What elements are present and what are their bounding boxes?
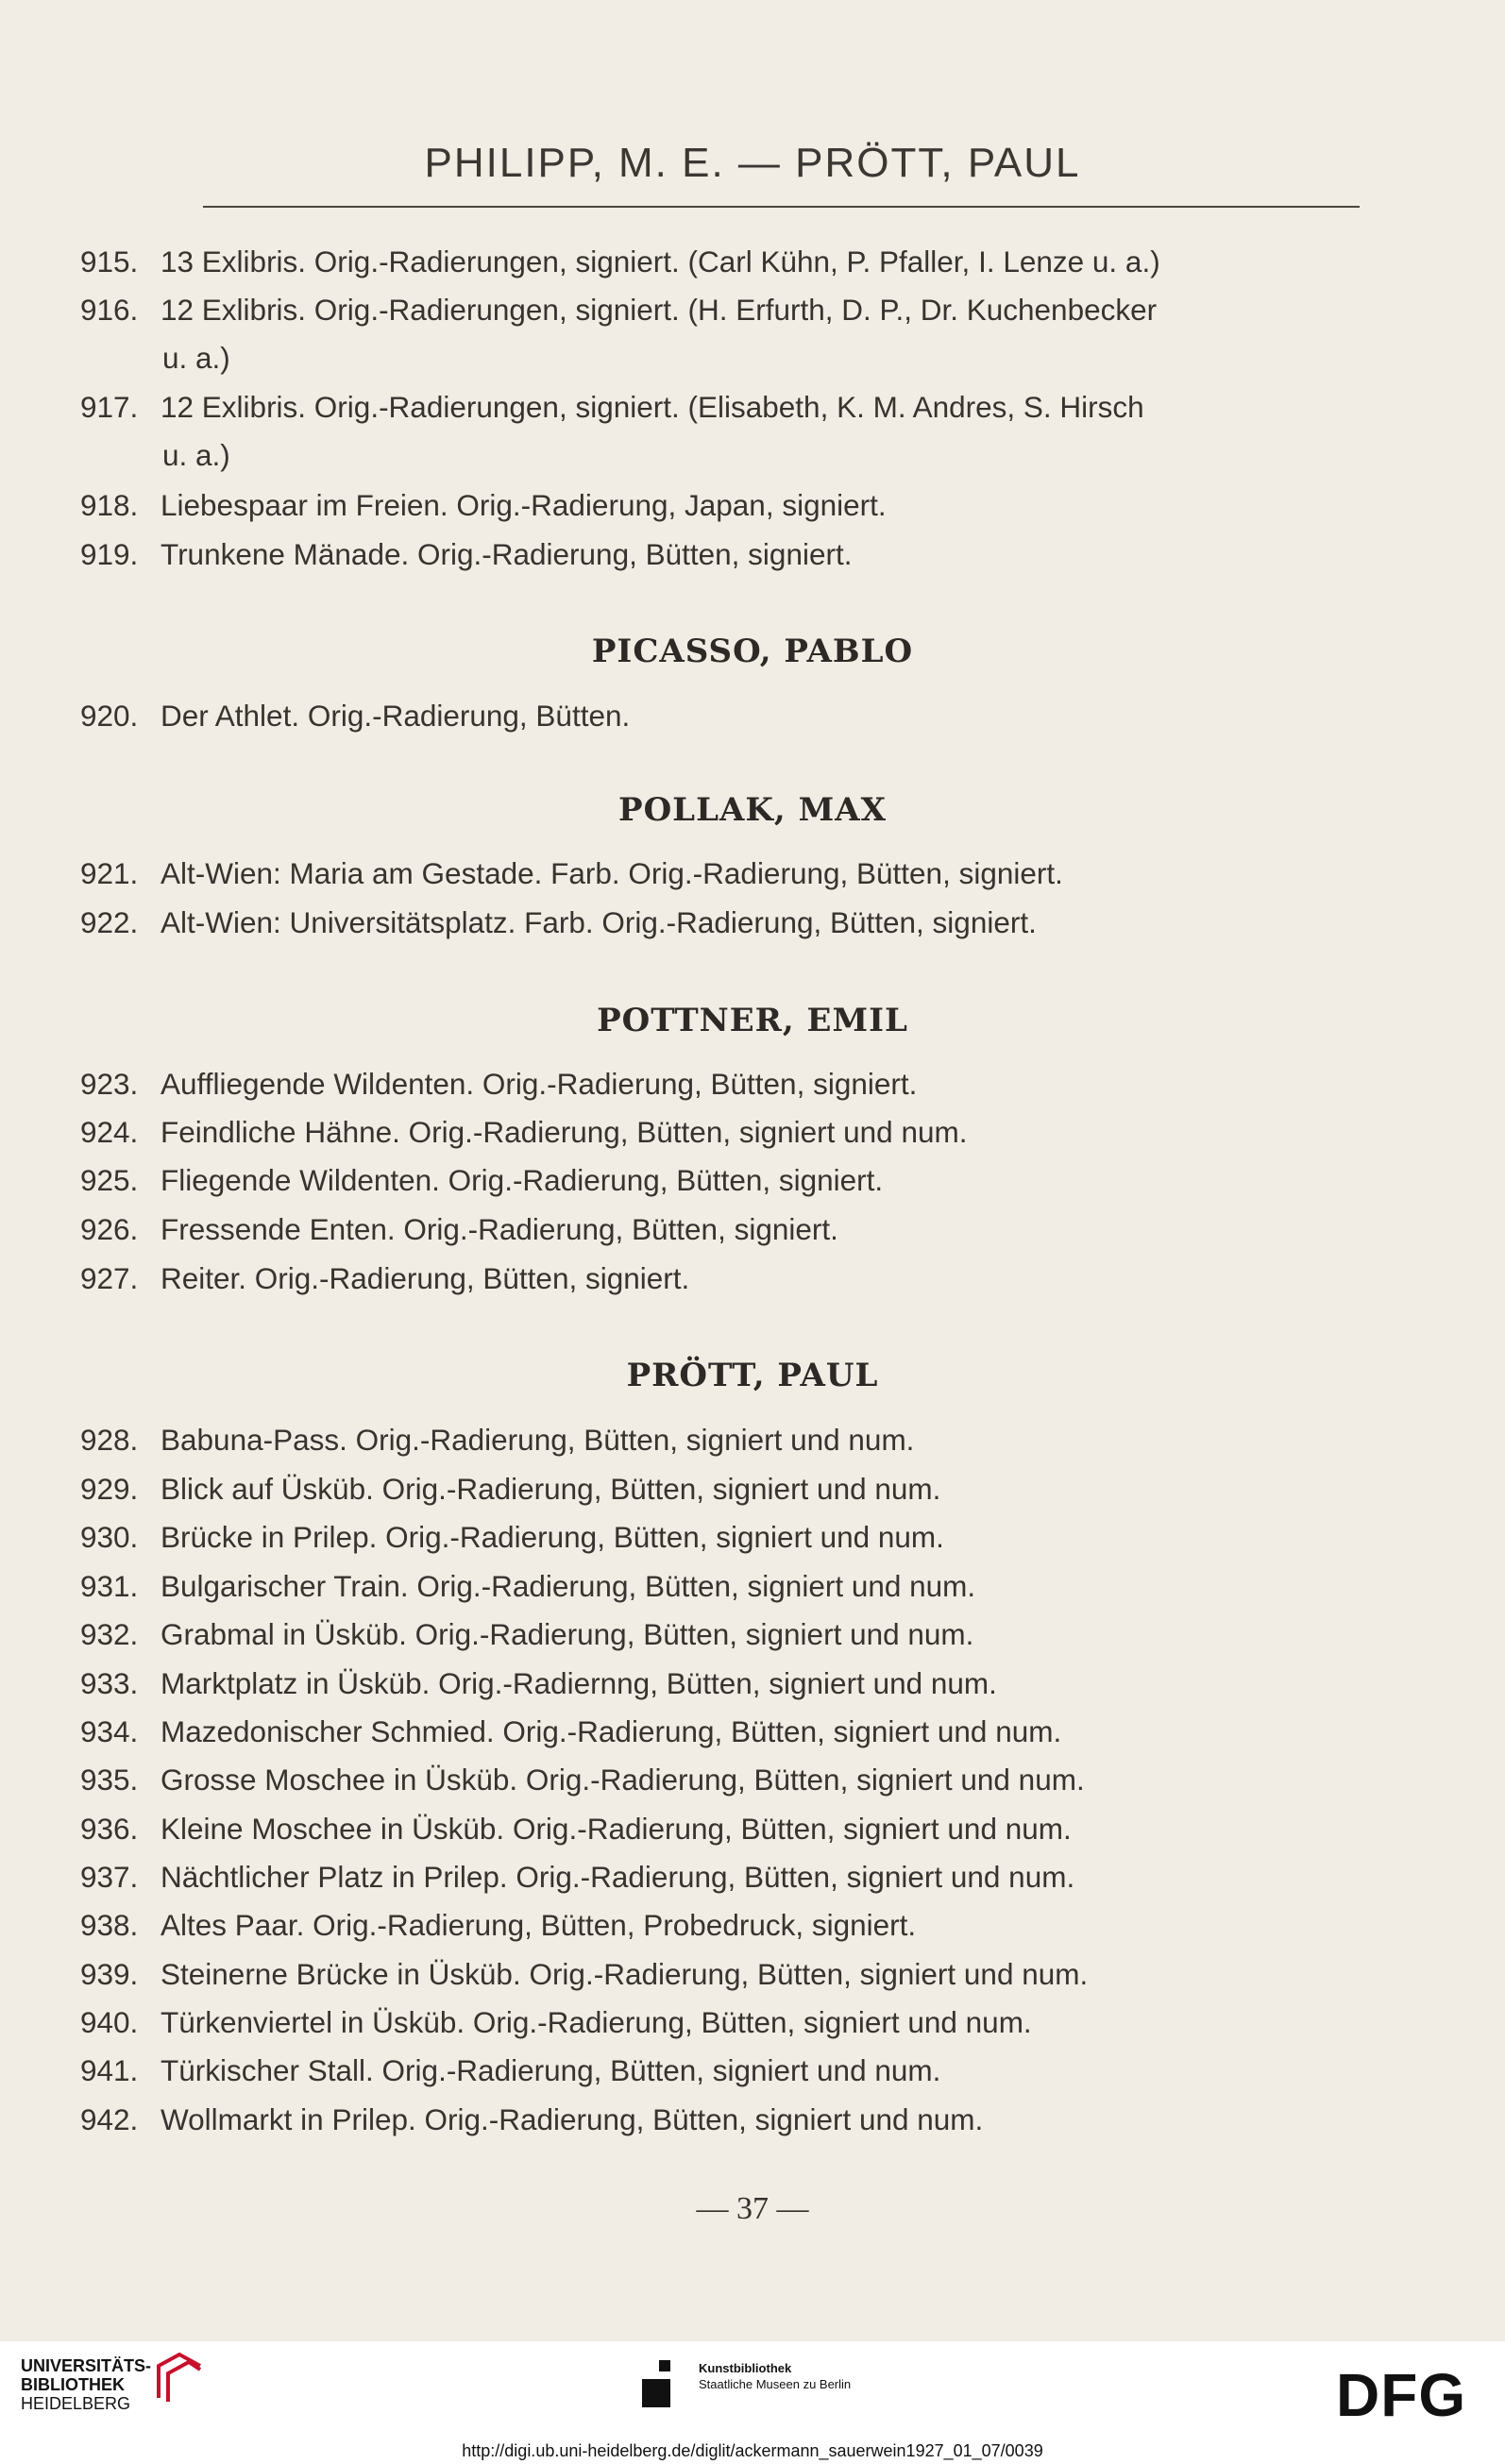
- entry-number: 919.: [80, 537, 139, 571]
- entry-text: Alt-Wien: Universitätsplatz. Farb. Orig.-Radierung, Bütten, signiert.: [161, 905, 1037, 939]
- entry-text: Bulgarischer Train. Orig.-Radierung, Bütten, signiert und num.: [161, 1569, 976, 1603]
- catalog-entry: [80, 286, 1374, 382]
- entry-continuation: u. a.): [162, 438, 230, 472]
- entry-continuation: u. a.): [162, 341, 230, 375]
- entry-text: Nächtlicher Platz in Prilep. Orig.-Radierung, Bütten, signiert und num.: [161, 1860, 1075, 1894]
- entry-number: 922.: [80, 905, 139, 939]
- catalog-entry: [80, 2096, 1374, 2144]
- catalog-entry: [80, 238, 1374, 286]
- catalog-entry: [80, 1999, 1374, 2047]
- entry-text: Grabmal in Üsküb. Orig.-Radierung, Bütten, signiert und num.: [161, 1617, 974, 1651]
- catalog-entry: [80, 1805, 1374, 1853]
- entry-number: 925.: [80, 1163, 139, 1197]
- entry-number: 915.: [80, 245, 139, 278]
- entry-text: Grosse Moschee in Üsküb. Orig.-Radierung, Bütten, signiert und num.: [161, 1763, 1085, 1797]
- kunstbibliothek-logo-icon: [642, 2360, 687, 2407]
- entry-number: 924.: [80, 1115, 139, 1149]
- entry-text: Wollmarkt in Prilep. Orig.-Radierung, Bütten, signiert und num.: [161, 2102, 984, 2136]
- catalog-entry: [80, 1206, 1374, 1254]
- entry-text: 13 Exlibris. Orig.-Radierungen, signiert. (Carl Kühn, P. Pfaller, I. Lenze u. a.): [161, 245, 1160, 278]
- catalog-entry: [80, 850, 1374, 898]
- entry-text: Altes Paar. Orig.-Radierung, Bütten, Probedruck, signiert.: [161, 1908, 917, 1942]
- catalog-entry: [80, 481, 1374, 530]
- entry-number: 923.: [80, 1067, 139, 1101]
- uni-logo-line-2: BIBLIOTHEK: [21, 2375, 125, 2394]
- entry-number: 918.: [80, 488, 139, 522]
- entry-number: 933.: [80, 1666, 139, 1700]
- entry-number: 938.: [80, 1908, 139, 1942]
- entry-text: Babuna-Pass. Orig.-Radierung, Bütten, signiert und num.: [161, 1423, 915, 1457]
- catalog-entry: [80, 1156, 1374, 1205]
- catalog-entry: [80, 383, 1374, 480]
- entry-text: Marktplatz in Üsküb. Orig.-Radiernng, Bütten, signiert und num.: [161, 1666, 997, 1700]
- entry-number: 932.: [80, 1617, 139, 1651]
- catalog-entry: [80, 1255, 1374, 1303]
- entry-text: Mazedonischer Schmied. Orig.-Radierung, Bütten, signiert und num.: [161, 1714, 1062, 1748]
- section-title-pottner: POTTNER, EMIL: [597, 1002, 908, 1039]
- catalog-entry: [80, 1562, 1374, 1611]
- entry-text: Brücke in Prilep. Orig.-Radierung, Bütten, signiert und num.: [161, 1520, 944, 1554]
- entry-number: 931.: [80, 1569, 139, 1603]
- entry-text: 12 Exlibris. Orig.-Radierungen, signiert. (Elisabeth, K. M. Andres, S. Hirsch: [161, 390, 1144, 424]
- entry-text: Auffliegende Wildenten. Orig.-Radierung, Bütten, signiert.: [161, 1067, 918, 1101]
- entry-number: 940.: [80, 2005, 139, 2039]
- entry-number: 930.: [80, 1520, 139, 1554]
- university-library-logo: [21, 2356, 151, 2413]
- entry-text: Reiter. Orig.-Radierung, Bütten, signiert.: [161, 1261, 690, 1295]
- catalog-entry: [80, 692, 1374, 740]
- header-rule: [203, 206, 1360, 208]
- page-number: — 37 —: [696, 2191, 809, 2226]
- entry-text: Steinerne Brücke in Üsküb. Orig.-Radierung, Bütten, signiert und num.: [161, 1957, 1089, 1991]
- section-title-picasso: PICASSO, PABLO: [591, 633, 914, 670]
- section-title-pollak: POLLAK, MAX: [618, 791, 887, 829]
- catalog-entry: [80, 1611, 1374, 1659]
- section-title-proett: PRÖTT, PAUL: [626, 1357, 879, 1394]
- kunstbibliothek-text: [699, 2360, 851, 2392]
- catalog-entry: [80, 1853, 1374, 1901]
- dfg-logo: DFG: [1336, 2361, 1467, 2429]
- entry-text: Der Athlet. Orig.-Radierung, Bütten.: [161, 699, 631, 733]
- catalog-entry: [80, 1756, 1374, 1804]
- uni-logo-line-1: UNIVERSITÄTS-: [21, 2356, 152, 2375]
- entry-number: 916.: [80, 293, 139, 327]
- entry-number: 942.: [80, 2102, 139, 2136]
- entry-text: Türkischer Stall. Orig.-Radierung, Bütten, signiert und num.: [161, 2053, 941, 2087]
- entry-number: 921.: [80, 856, 139, 890]
- entry-text: Blick auf Üsküb. Orig.-Radierung, Bütten, signiert und num.: [161, 1472, 941, 1506]
- entry-text: 12 Exlibris. Orig.-Radierungen, signiert. (H. Erfurth, D. P., Dr. Kuchenbecker: [161, 293, 1158, 327]
- entry-number: 917.: [80, 390, 139, 424]
- entry-number: 939.: [80, 1957, 139, 1991]
- entry-number: 927.: [80, 1261, 139, 1295]
- catalog-entry: [80, 531, 1374, 579]
- uni-logo-line-3: HEIDELBERG: [21, 2394, 131, 2413]
- source-url[interactable]: http://digi.ub.uni-heidelberg.de/diglit/ackermann_sauerwein1927_01_07/0039: [462, 2441, 1043, 2460]
- entry-number: 926.: [80, 1212, 139, 1246]
- catalog-entry: [80, 2047, 1374, 2095]
- catalog-entry: [80, 1901, 1374, 1949]
- entry-text: Alt-Wien: Maria am Gestade. Farb. Orig.-Radierung, Bütten, signiert.: [161, 856, 1063, 890]
- footer-bar: [0, 2341, 1505, 2464]
- heidelberg-mark-icon: [151, 2349, 208, 2405]
- catalog-entry: [80, 899, 1374, 947]
- entry-number: 941.: [80, 2053, 139, 2087]
- entry-number: 929.: [80, 1472, 139, 1506]
- entry-text: Kleine Moschee in Üsküb. Orig.-Radierung, Bütten, signiert und num.: [161, 1812, 1072, 1846]
- entry-text: Liebespaar im Freien. Orig.-Radierung, Japan, signiert.: [161, 488, 887, 522]
- catalog-entry: [80, 1513, 1374, 1561]
- running-head: PHILIPP, M. E. — PRÖTT, PAUL: [424, 140, 1081, 186]
- entry-text: Feindliche Hähne. Orig.-Radierung, Bütten, signiert und num.: [161, 1115, 968, 1149]
- catalog-entry: [80, 1465, 1374, 1513]
- catalog-entry: [80, 1950, 1374, 1999]
- entry-number: 935.: [80, 1763, 139, 1797]
- entry-text: Fressende Enten. Orig.-Radierung, Bütten, signiert.: [161, 1212, 838, 1246]
- catalog-entry: [80, 1060, 1374, 1108]
- entry-text: Trunkene Mänade. Orig.-Radierung, Bütten, signiert.: [161, 537, 853, 571]
- entry-number: 937.: [80, 1860, 139, 1894]
- entry-text: Türkenviertel in Üsküb. Orig.-Radierung, Bütten, signiert und num.: [161, 2005, 1032, 2039]
- entry-text: Fliegende Wildenten. Orig.-Radierung, Bütten, signiert.: [161, 1163, 884, 1197]
- entry-number: 928.: [80, 1423, 139, 1457]
- catalog-entry: [80, 1708, 1374, 1756]
- kb-line-2: Staatliche Museen zu Berlin: [699, 2377, 852, 2391]
- entry-number: 934.: [80, 1714, 139, 1748]
- catalog-entry: [80, 1108, 1374, 1156]
- kb-line-1: Kunstbibliothek: [699, 2361, 792, 2375]
- catalog-entry: [80, 1416, 1374, 1464]
- entry-number: 936.: [80, 1812, 139, 1846]
- catalog-entry: [80, 1660, 1374, 1708]
- entry-number: 920.: [80, 699, 139, 733]
